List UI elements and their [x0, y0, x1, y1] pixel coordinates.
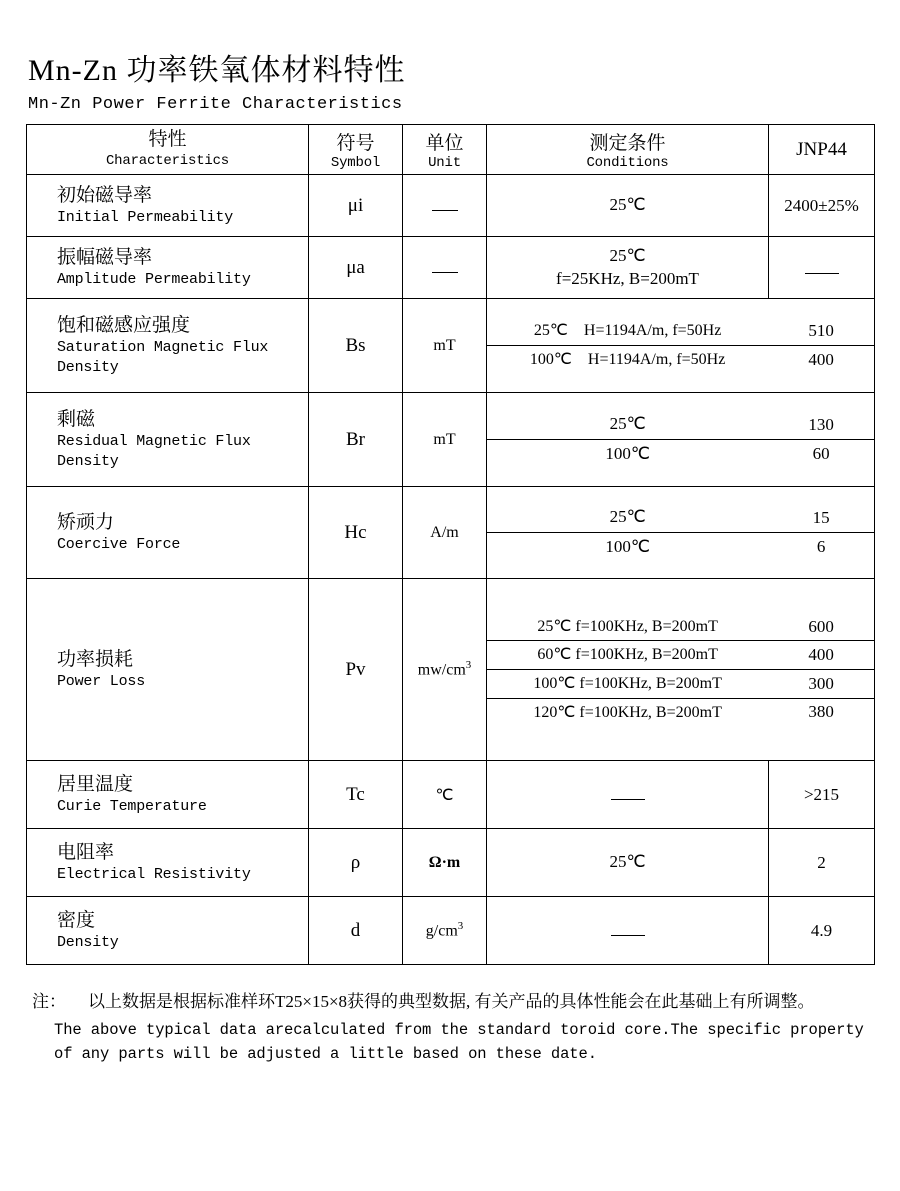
footnote-cn-text: 以上数据是根据标准样环T25×15×8获得的典型数据, 有关产品的具体性能会在此基础上有所调整。	[88, 992, 815, 1011]
row-characteristic: 饱和磁感应强度 Saturation Magnetic Flux Density	[27, 299, 309, 393]
row-subtable	[487, 393, 875, 487]
row-unit	[403, 175, 487, 237]
row-characteristic: 剩磁 Residual Magnetic Flux Density	[27, 393, 309, 487]
row-subtable	[487, 487, 875, 579]
row-unit: A/m	[403, 487, 487, 579]
subrow-value: 60	[812, 444, 830, 464]
row-unit	[403, 237, 487, 299]
subrow	[487, 641, 874, 670]
subrow-condition: 25℃ H=1194A/m, f=50Hz	[487, 317, 768, 345]
row-characteristic: 初始磁导率 Initial Permeability	[27, 175, 309, 237]
row-characteristic: 居里温度 Curie Temperature	[27, 761, 309, 829]
footnote-en-line1: The above typical data arecalculated from the standard toroid core.The specific property	[54, 1021, 864, 1039]
table-row	[27, 579, 875, 761]
table-header-row	[27, 125, 875, 175]
subrow	[487, 698, 874, 726]
subrow-value: 400	[768, 641, 874, 670]
subrow-condition: 100℃ f=100KHz, B=200mT	[487, 670, 768, 699]
row-symbol: Pv	[309, 579, 403, 761]
row-symbol: μi	[309, 175, 403, 237]
subrow	[487, 346, 874, 374]
row-symbol: Br	[309, 393, 403, 487]
subrow-condition: 120℃ f=100KHz, B=200mT	[533, 703, 722, 721]
row-unit: mT	[403, 299, 487, 393]
subrow-condition: 100℃	[605, 537, 650, 556]
row-characteristic: 密度 Density	[27, 897, 309, 965]
row-unit: mT	[403, 393, 487, 487]
subrow-value: 510	[768, 317, 874, 345]
row-characteristic: 振幅磁导率 Amplitude Permeability	[27, 237, 309, 299]
row-unit: Ω·m	[403, 829, 487, 897]
header-unit: 单位 Unit	[403, 125, 487, 175]
row-conditions	[487, 761, 769, 829]
row-characteristic: 电阻率 Electrical Resistivity	[27, 829, 309, 897]
row-value: >215	[769, 761, 875, 829]
subrow-condition: 25℃	[487, 410, 768, 439]
page-title-cn: Mn-Zn 功率铁氧体材料特性	[28, 54, 406, 87]
subrow-condition: 25℃ f=100KHz, B=200mT	[487, 613, 768, 641]
row-subtable	[487, 299, 875, 393]
row-symbol: Bs	[309, 299, 403, 393]
subrow-value: 400	[808, 349, 834, 369]
subrow-value: 130	[768, 410, 874, 439]
table-row	[27, 487, 875, 579]
table-row	[27, 761, 875, 829]
subrow	[487, 613, 874, 641]
row-conditions: 25℃ f=25KHz, B=200mT	[487, 237, 769, 299]
table-row	[27, 393, 875, 487]
row-symbol: Tc	[309, 761, 403, 829]
table-row	[27, 829, 875, 897]
subrow-condition: 25℃	[487, 503, 768, 532]
row-conditions	[487, 897, 769, 965]
row-symbol: d	[309, 897, 403, 965]
subrow-condition: 100℃	[605, 444, 650, 463]
subrow	[487, 670, 874, 699]
footnote-label: 注：	[32, 992, 66, 1011]
row-value: 4.9	[769, 897, 875, 965]
footnote-en-line2: of any parts will be adjusted a little based on these date.	[54, 1045, 597, 1064]
row-value: 2400±25%	[769, 175, 875, 237]
row-symbol: ρ	[309, 829, 403, 897]
subrow-value: 600	[768, 613, 874, 641]
header-grade: JNP44	[769, 125, 875, 175]
row-characteristic: 矫顽力 Coercive Force	[27, 487, 309, 579]
table-row	[27, 175, 875, 237]
table-row	[27, 897, 875, 965]
row-unit: ℃	[403, 761, 487, 829]
subrow	[487, 503, 874, 532]
row-unit: $mw/cm^3$	[403, 579, 487, 761]
footnote-en	[32, 1018, 868, 1066]
header-symbol: 符号 Symbol	[309, 125, 403, 175]
header-conditions: 测定条件 Conditions	[487, 125, 769, 175]
table-row	[27, 237, 875, 299]
subrow-condition: 60℃ f=100KHz, B=200mT	[487, 641, 768, 670]
row-value: 2	[769, 829, 875, 897]
footnote-cn	[32, 987, 868, 1012]
subrow-value: 300	[768, 670, 874, 699]
row-subtable	[487, 579, 875, 761]
subrow-condition: 100℃ H=1194A/m, f=50Hz	[529, 351, 726, 368]
row-symbol: Hc	[309, 487, 403, 579]
specifications-table	[26, 124, 875, 965]
row-conditions: 25℃	[487, 829, 769, 897]
row-characteristic: 功率损耗 Power Loss	[27, 579, 309, 761]
subrow-value: 6	[816, 537, 826, 557]
subrow	[487, 410, 874, 439]
row-conditions: 25℃	[487, 175, 769, 237]
footnotes	[32, 987, 868, 1066]
header-characteristics: 特性 Characteristics	[27, 125, 309, 175]
page-title-en: Mn-Zn Power Ferrite Characteristics	[28, 95, 403, 114]
subrow-value: 380	[808, 702, 834, 722]
table-row	[27, 299, 875, 393]
subrow	[487, 440, 874, 469]
subrow-value: 15	[768, 503, 874, 532]
subrow	[487, 533, 874, 562]
row-unit: $g/cm^3$	[403, 897, 487, 965]
row-symbol: μa	[309, 237, 403, 299]
row-value	[769, 237, 875, 299]
subrow	[487, 317, 874, 345]
